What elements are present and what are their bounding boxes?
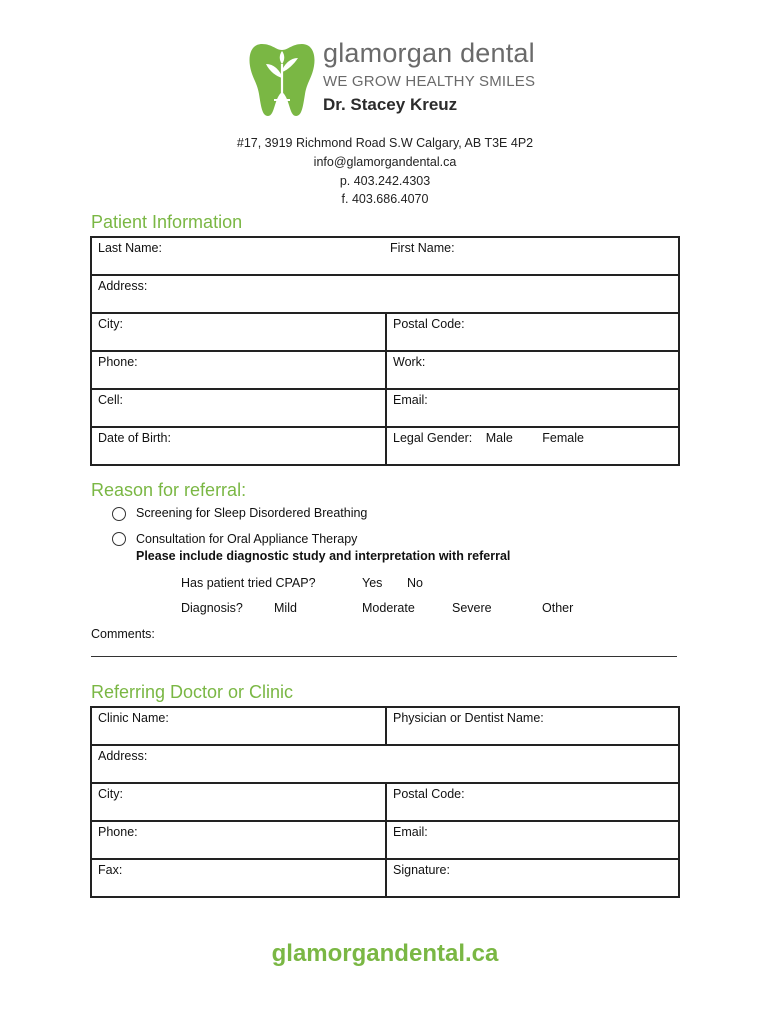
doctor-phone-label: Phone: (98, 825, 138, 839)
doctor-fax-field[interactable] (91, 859, 386, 897)
patient-work-field[interactable] (386, 351, 679, 389)
patient-info-table (90, 236, 680, 466)
footer-website[interactable]: glamorgandental.ca (271, 940, 499, 967)
doctor-email-label: Email: (393, 825, 428, 839)
phone-label: Phone: (98, 355, 138, 369)
comments-line[interactable] (91, 656, 677, 657)
last-first-name-field[interactable] (91, 237, 679, 275)
diagnosis-moderate-option[interactable]: Moderate (362, 601, 415, 615)
comments-label: Comments: (91, 627, 155, 641)
patient-dob-field[interactable] (91, 427, 386, 465)
physician-label: Physician or Dentist Name: (393, 711, 544, 725)
doctor-signature-field[interactable] (386, 859, 679, 897)
doctor-city-label: City: (98, 787, 123, 801)
brand-tagline: WE GROW HEALTHY SMILES (323, 73, 536, 90)
clinic-phone: p. 403.242.4303 (339, 174, 431, 188)
doctor-section-title: Referring Doctor or Clinic (91, 682, 294, 702)
cpap-question: Has patient tried CPAP? (181, 576, 316, 590)
physician-name-field[interactable] (386, 707, 679, 745)
patient-postal-field[interactable] (386, 313, 679, 351)
diagnosis-severe-option[interactable]: Severe (452, 601, 492, 615)
patient-cell-field[interactable] (91, 389, 386, 427)
clinic-email: info@glamorgandental.ca (313, 155, 457, 169)
doctor-phone-field[interactable] (91, 821, 386, 859)
legal-gender-label: Legal Gender: (393, 431, 473, 445)
patient-gender-field[interactable] (386, 427, 679, 465)
cell-label: Cell: (98, 393, 124, 407)
diagnostic-note: Please include diagnostic study and interpretation with referral (136, 549, 511, 563)
brand-name: glamorgan dental (323, 38, 535, 68)
doctor-info-table (90, 706, 680, 898)
patient-phone-field[interactable] (91, 351, 386, 389)
patient-section-title: Patient Information (91, 212, 243, 232)
diagnosis-other-option[interactable]: Other (542, 601, 574, 615)
doctor-postal-field[interactable] (386, 783, 679, 821)
doctor-address-field[interactable] (91, 745, 679, 783)
postal-code-label: Postal Code: (393, 317, 465, 331)
gender-male-option[interactable]: Male (485, 431, 513, 445)
doctor-name: Dr. Stacey Kreuz (323, 95, 458, 114)
consultation-radio[interactable] (112, 532, 126, 546)
work-label: Work: (393, 355, 426, 369)
doctor-address-label: Address: (98, 749, 148, 763)
cpap-no-option[interactable]: No (407, 576, 423, 590)
referral-section-title: Reason for referral: (91, 480, 247, 500)
clinic-name-label: Clinic Name: (98, 711, 169, 725)
cpap-yes-option[interactable]: Yes (362, 576, 383, 590)
tooth-logo-icon (248, 42, 316, 118)
gender-female-option[interactable]: Female (542, 431, 584, 445)
diagnosis-mild-option[interactable]: Mild (274, 601, 297, 615)
consultation-option-label: Consultation for Oral Appliance Therapy (136, 532, 358, 546)
patient-address-field[interactable] (91, 275, 679, 313)
signature-label: Signature: (393, 863, 450, 877)
screening-radio[interactable] (112, 507, 126, 521)
dob-label: Date of Birth: (98, 431, 171, 445)
diagnosis-label: Diagnosis? (181, 601, 243, 615)
clinic-address: #17, 3919 Richmond Road S.W Calgary, AB T3E 4P2 (236, 136, 534, 150)
screening-option-label: Screening for Sleep Disordered Breathing (136, 506, 368, 520)
city-label: City: (98, 317, 123, 331)
brand-block (323, 40, 535, 113)
clinic-name-field[interactable] (91, 707, 386, 745)
patient-city-field[interactable] (91, 313, 386, 351)
doctor-city-field[interactable] (91, 783, 386, 821)
address-label: Address: (98, 279, 148, 293)
email-label: Email: (393, 393, 428, 407)
clinic-fax: f. 403.686.4070 (341, 192, 429, 206)
doctor-postal-label: Postal Code: (393, 787, 465, 801)
last-name-label: Last Name: (98, 241, 162, 255)
first-name-label: First Name: (390, 241, 455, 255)
doctor-fax-label: Fax: (98, 863, 123, 877)
patient-email-field[interactable] (386, 389, 679, 427)
doctor-email-field[interactable] (386, 821, 679, 859)
